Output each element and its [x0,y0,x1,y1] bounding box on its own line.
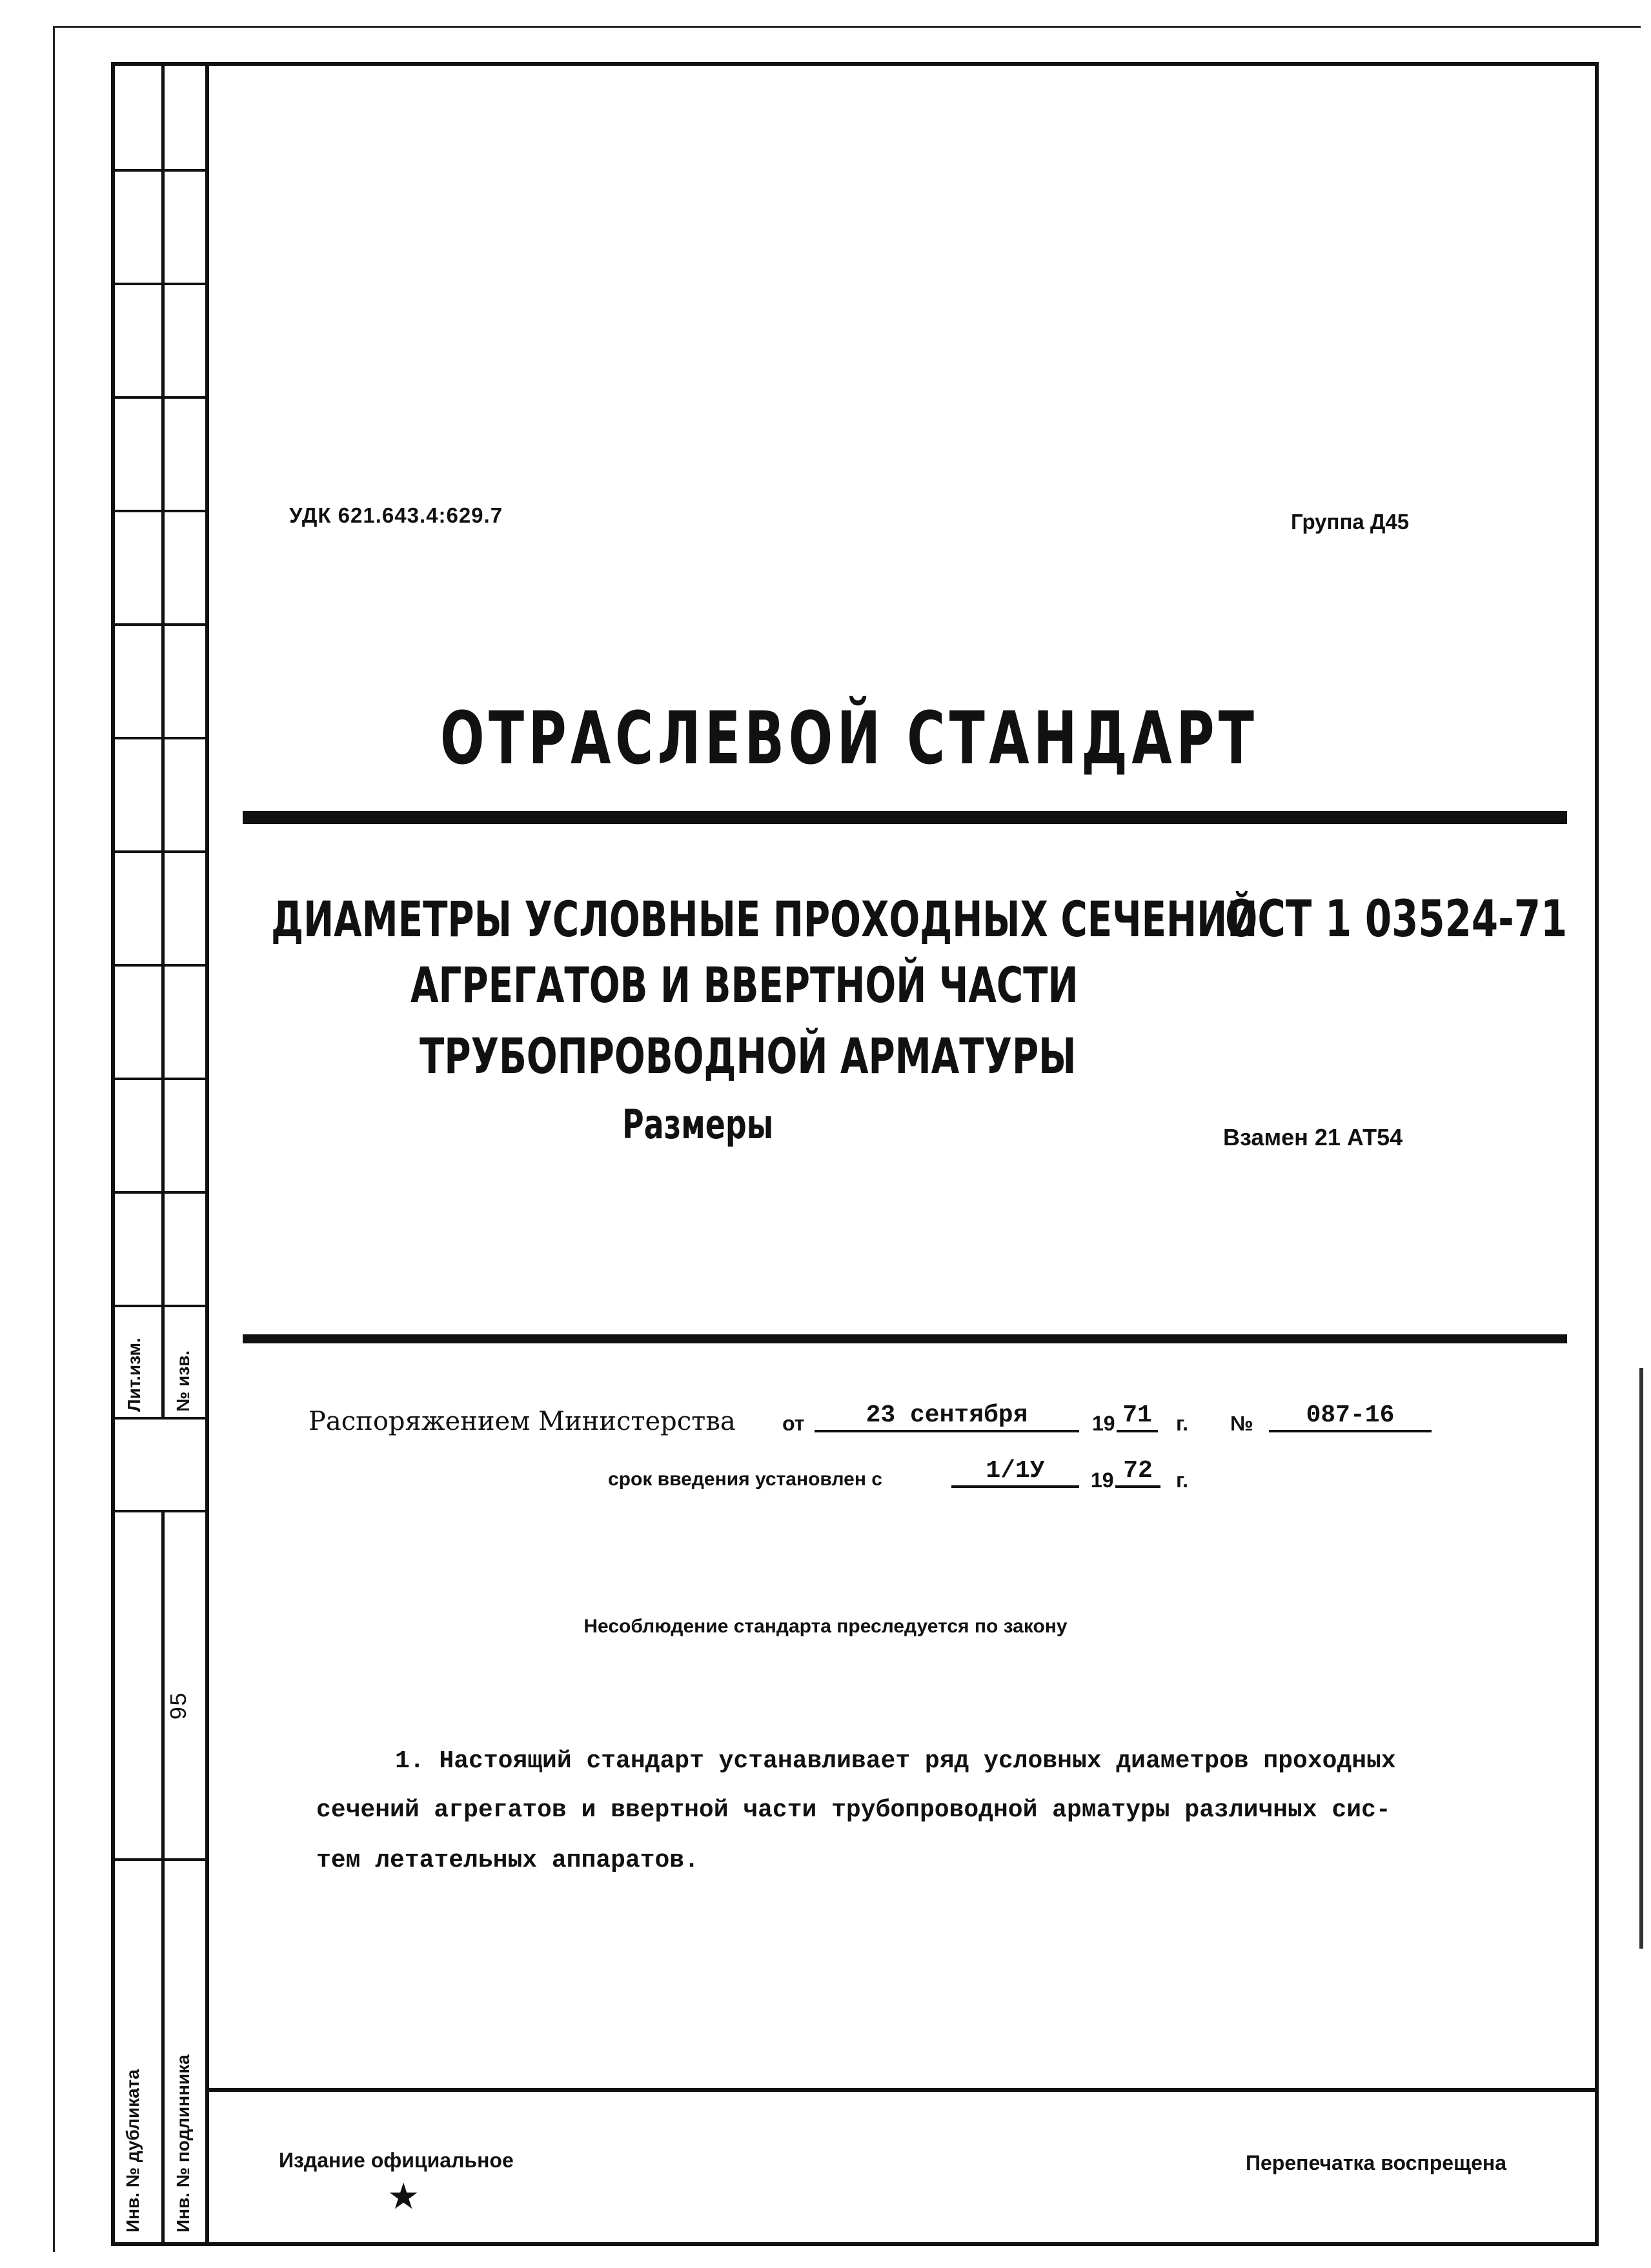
page-frame [111,62,1599,2246]
order-number: 087-16 [1269,1401,1432,1432]
margin-column-divider-right [205,62,209,2246]
sheet-edge-top [53,26,1641,28]
margin-cell-line [111,1305,208,1307]
margin-label-inv-dublikata: Инв. № дубликата [123,2069,143,2233]
margin-cell-line [111,850,208,853]
paragraph-line-3: тем летательных аппаратов. [316,1847,699,1874]
margin-cell-line [111,396,208,399]
sheet-edge-left [53,26,55,2252]
effective-year-prefix: 19 [1091,1469,1114,1492]
margin-cell-line [111,169,208,172]
udk-code: УДК 621.643.4:629.7 [289,503,503,527]
standard-subtitle: Размеры [622,1101,774,1148]
star-icon: ★ [387,2176,420,2218]
group-code: Группа Д45 [1291,510,1410,534]
order-year-prefix: 19 [1092,1412,1115,1435]
standard-title-line-2: АГРЕГАТОВ И ВВЕРТНОЙ ЧАСТИ [410,956,1079,1014]
margin-cell-line [111,1191,208,1194]
section-divider [243,1334,1567,1343]
order-date: 23 сентября [815,1401,1079,1432]
title-divider [243,811,1567,824]
standard-designation: ОСТ 1 03524-71 [1225,890,1568,948]
margin-cell-line [111,1858,208,1861]
reprint-prohibited-label: Перепечатка воспрещена [1246,2151,1506,2174]
margin-gap-edge [111,1420,114,1510]
order-year: 71 [1117,1401,1158,1432]
footer-divider [209,2088,1599,2092]
margin-cell-line [111,964,208,967]
margin-cell-line [111,737,208,739]
order-label: Распоряжением Министерства [309,1407,736,1436]
order-number-label: № [1230,1412,1253,1435]
order-year-suffix: г. [1176,1412,1189,1435]
effective-label: срок введения установлен с [608,1469,882,1490]
scan-edge-mark [1639,1368,1643,1949]
legal-notice: Несоблюдение стандарта преследуется по закону [583,1616,1068,1637]
official-edition-label: Издание официальное [279,2149,514,2172]
effective-date: 1/1У [951,1457,1079,1488]
effective-year-suffix: г. [1176,1469,1189,1492]
order-from-label: от [782,1412,805,1435]
margin-label-no-izv: № изв. [173,1350,193,1412]
paragraph-line-1: 1. Настоящий стандарт устанавливает ряд условных диаметров проходных [395,1747,1396,1775]
margin-label-number: 95 [167,1692,193,1720]
standard-title-line-1: ДИАМЕТРЫ УСЛОВНЫЕ ПРОХОДНЫХ СЕЧЕНИЙ [271,890,1258,948]
margin-cell-line [111,1078,208,1080]
standard-title-line-3: ТРУБОПРОВОДНОЙ АРМАТУРЫ [420,1027,1077,1085]
margin-cell-line [111,1510,208,1512]
margin-cell-line [111,510,208,512]
page-title: ОТРАСЛЕВОЙ СТАНДАРТ [440,697,1259,781]
margin-label-lit-izm: Лит.изм. [124,1338,144,1412]
margin-cell-line [111,283,208,285]
margin-cell-line [111,623,208,626]
margin-column-divider-upper [161,62,165,1418]
replaces-note: Взамен 21 АТ54 [1223,1124,1403,1150]
margin-label-inv-podlinnika: Инв. № подлинника [173,2054,193,2233]
paragraph-line-2: сечений агрегатов и ввертной части трубопроводной арматуры различных сис- [316,1796,1391,1824]
margin-gap [115,1420,205,1509]
effective-year: 72 [1115,1457,1160,1488]
